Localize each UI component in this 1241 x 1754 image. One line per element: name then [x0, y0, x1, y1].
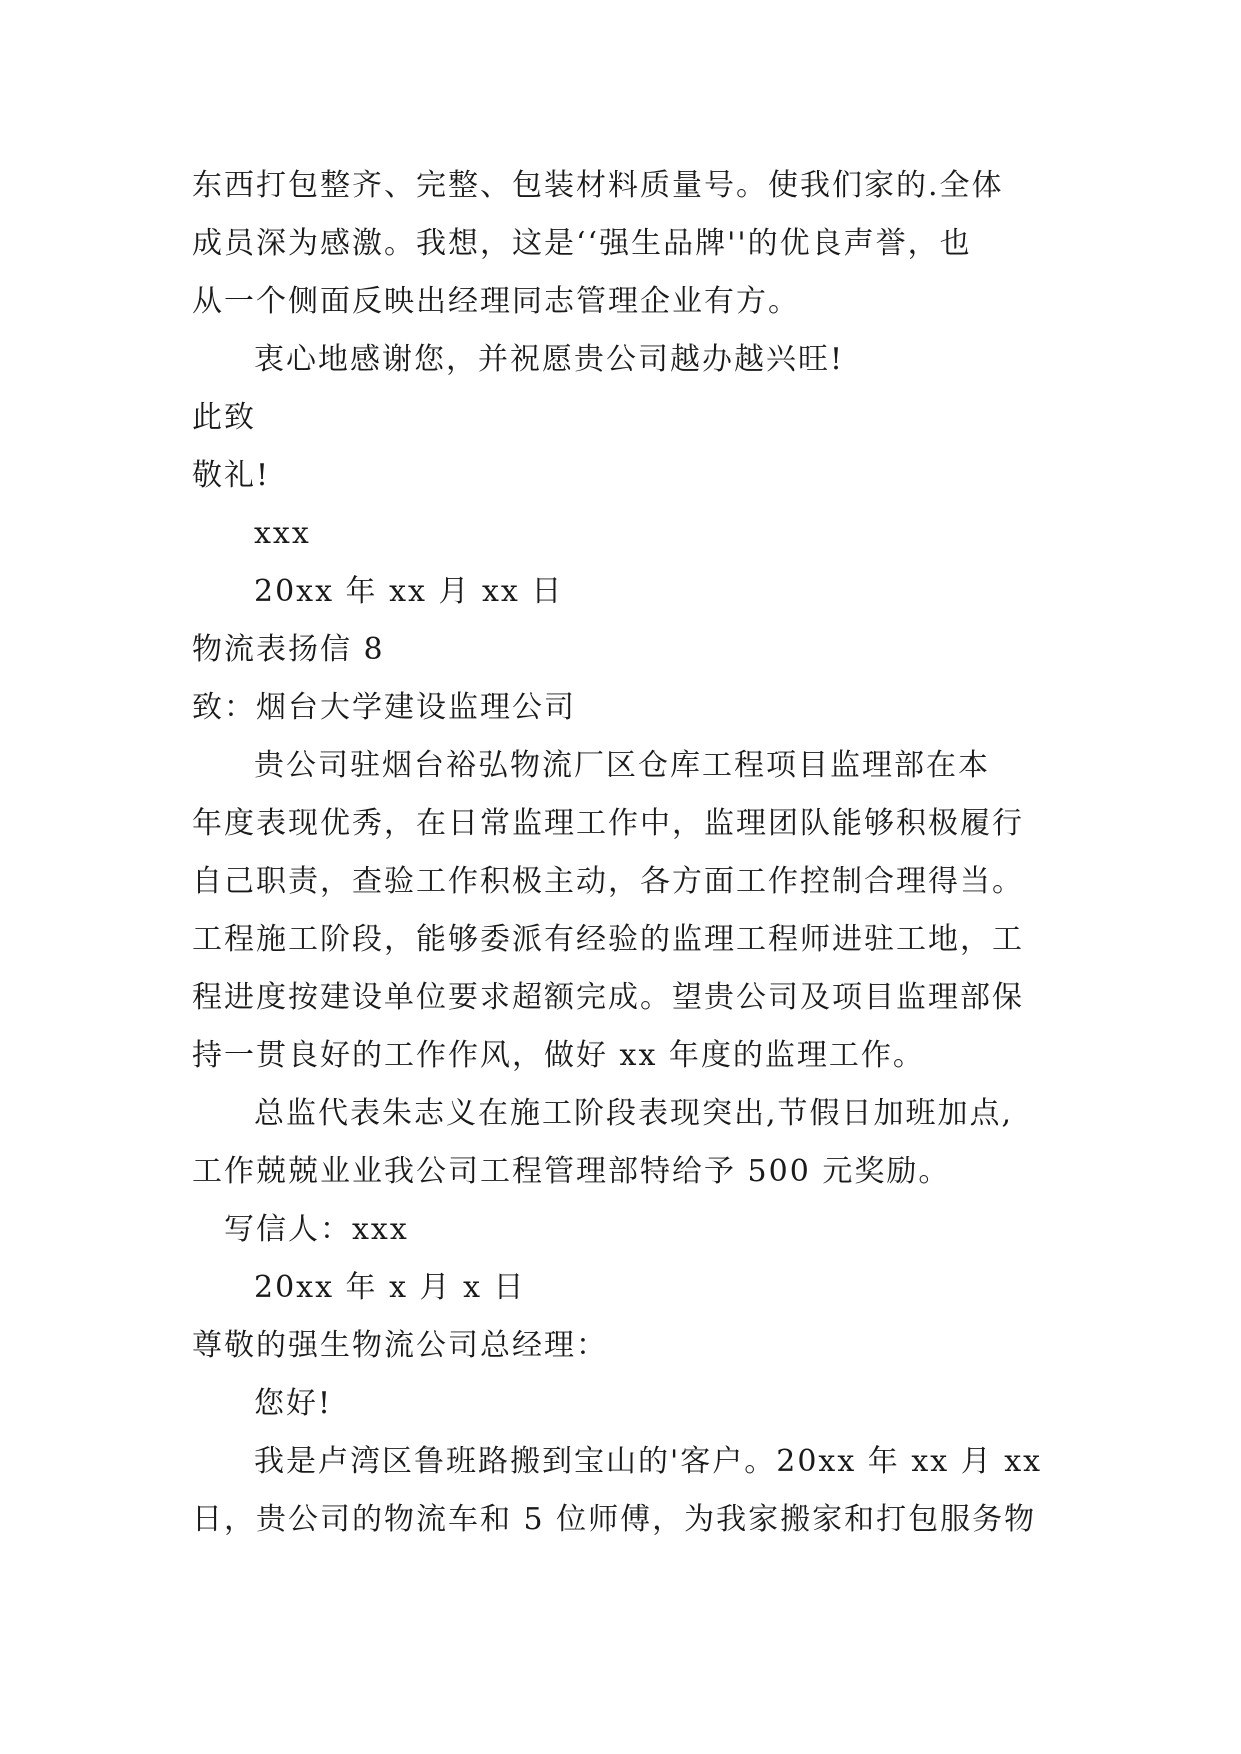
text-line: 东西打包整齐、完整、包装材料质量号。使我们家的.全体	[192, 168, 1004, 203]
text-line: 日，贵公司的物流车和 5 位师傅，为我家搬家和打包服务物	[192, 1502, 1037, 1537]
text-line: 持一贯良好的工作作风，做好 xx 年度的监理工作。	[192, 1038, 925, 1073]
writer-line: 写信人：xxx	[224, 1212, 409, 1247]
closing-wish: 衷心地感谢您，并祝愿贵公司越办越兴旺!	[254, 342, 845, 377]
greeting: 您好!	[254, 1386, 333, 1421]
section-title: 物流表扬信 8	[192, 632, 385, 667]
salutation-jingli: 敬礼!	[192, 458, 271, 493]
text-line: 年度表现优秀，在日常监理工作中，监理团队能够积极履行	[192, 806, 1024, 841]
text-line: 总监代表朱志义在施工阶段表现突出,节假日加班加点,	[254, 1096, 1014, 1131]
text-line: 从一个侧面反映出经理同志管理企业有方。	[192, 284, 800, 319]
date-line: 20xx 年 x 月 x 日	[254, 1270, 526, 1305]
text-line: 程进度按建设单位要求超额完成。望贵公司及项目监理部保	[192, 980, 1024, 1015]
text-line: 工程施工阶段，能够委派有经验的监理工程师进驻工地，工	[192, 922, 1024, 957]
recipient-line: 致：烟台大学建设监理公司	[192, 690, 576, 725]
text-line: 成员深为感激。我想，这是‘‘强生品牌''的优良声誉，也	[192, 226, 972, 261]
text-line: 贵公司驻烟台裕弘物流厂区仓库工程项目监理部在本	[254, 748, 990, 783]
text-line: 工作兢兢业业我公司工程管理部特给予 500 元奖励。	[192, 1154, 951, 1189]
greeting-recipient: 尊敬的强生物流公司总经理：	[192, 1328, 608, 1363]
salutation-cizhi: 此致	[192, 400, 256, 435]
text-line: 自己职责，查验工作积极主动，各方面工作控制合理得当。	[192, 864, 1024, 899]
signature: xxx	[254, 516, 311, 551]
date-line: 20xx 年 xx 月 xx 日	[254, 574, 564, 609]
text-line: 我是卢湾区鲁班路搬到宝山的'客户。20xx 年 xx 月 xx	[254, 1444, 1043, 1479]
